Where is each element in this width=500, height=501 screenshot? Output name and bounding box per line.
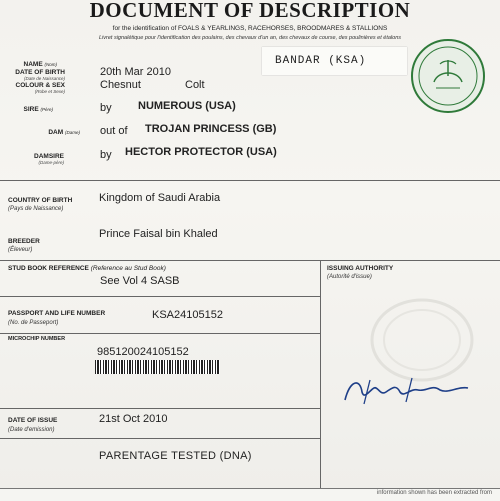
dob-label-fr: (Date de Naissance)	[23, 76, 65, 81]
horse-name: BANDAR (KSA)	[275, 55, 367, 67]
damsire-label-fr: (Dame-père)	[38, 160, 64, 165]
breeder-label-fr: (Éleveur)	[8, 247, 33, 253]
damsire-value: HECTOR PROTECTOR (USA)	[125, 146, 277, 158]
dob-label: DATE OF BIRTH	[15, 69, 65, 76]
sire-connector: by	[100, 102, 112, 114]
microchip-label: MICROCHIP NUMBER	[8, 336, 66, 342]
breeder-label: BREEDER	[8, 238, 40, 245]
sire-label: SIRE (Père)	[23, 106, 53, 113]
signature-icon	[340, 370, 475, 410]
document-subtitle: for the identification of FOALS & YEARLINGS, RACEHORSES, BROODMARES & STALLIONS	[112, 25, 388, 32]
document-title: DOCUMENT OF DESCRIPTION	[89, 0, 411, 22]
country-label-fr: (Pays de Naissance)	[8, 206, 64, 212]
damsire-connector: by	[100, 149, 112, 161]
document-subtitle-fr: Livret signalétique pour l'identification des poulains, des chevaux d'un an, des chevaux de course, des poulinières et étalons	[98, 35, 402, 41]
issuing-authority-label: ISSUING AUTHORITY	[327, 265, 394, 272]
dam-label: DAM (Dame)	[48, 129, 80, 136]
parentage-text: PARENTAGE TESTED (DNA)	[99, 450, 252, 462]
country-label: COUNTRY OF BIRTH	[8, 197, 73, 204]
stud-book-label: STUD BOOK REFERENCE (Reference au Stud Book)	[8, 265, 166, 272]
issue-date-value: 21st Oct 2010	[99, 413, 168, 425]
sire-value: NUMEROUS (USA)	[138, 100, 236, 112]
divider	[0, 296, 320, 297]
passport-value: KSA24105152	[152, 309, 223, 321]
name-label: NAME (Nom)	[23, 61, 57, 68]
dob-value: 20th Mar 2010	[100, 66, 171, 78]
divider	[0, 180, 500, 181]
column-divider	[320, 260, 321, 488]
colour-sex-label: COLOUR & SEX	[15, 82, 65, 89]
breeder-value: Prince Faisal bin Khaled	[99, 228, 218, 240]
issue-date-label: DATE OF ISSUE	[8, 417, 58, 424]
ksa-seal-icon	[408, 36, 488, 116]
dam-connector: out of	[100, 125, 128, 137]
colour-sex-label-fr: (Robe et Sexe)	[34, 89, 65, 94]
stud-book-value: See Vol 4 SASB	[100, 275, 180, 287]
microchip-barcode	[95, 360, 220, 374]
country-value: Kingdom of Saudi Arabia	[99, 192, 221, 204]
divider	[0, 260, 500, 261]
microchip-value: 985120024105152	[97, 346, 189, 358]
damsire-label: DAMSIRE	[34, 153, 64, 160]
sex-value: Colt	[185, 79, 205, 91]
colour-value: Chesnut	[100, 79, 141, 91]
divider	[0, 333, 320, 334]
divider	[0, 408, 320, 409]
footer-text: information shown has been extracted from	[376, 490, 492, 496]
issue-date-label-fr: (Date d'emission)	[8, 427, 55, 433]
dam-value: TROJAN PRINCESS (GB)	[145, 123, 277, 135]
passport-label: PASSPORT AND LIFE NUMBER	[8, 310, 106, 317]
divider	[0, 438, 320, 439]
issuing-authority-label-fr: (Autorité d'issue)	[327, 274, 372, 280]
passport-label-fr: (No. de Passeport)	[8, 320, 59, 326]
